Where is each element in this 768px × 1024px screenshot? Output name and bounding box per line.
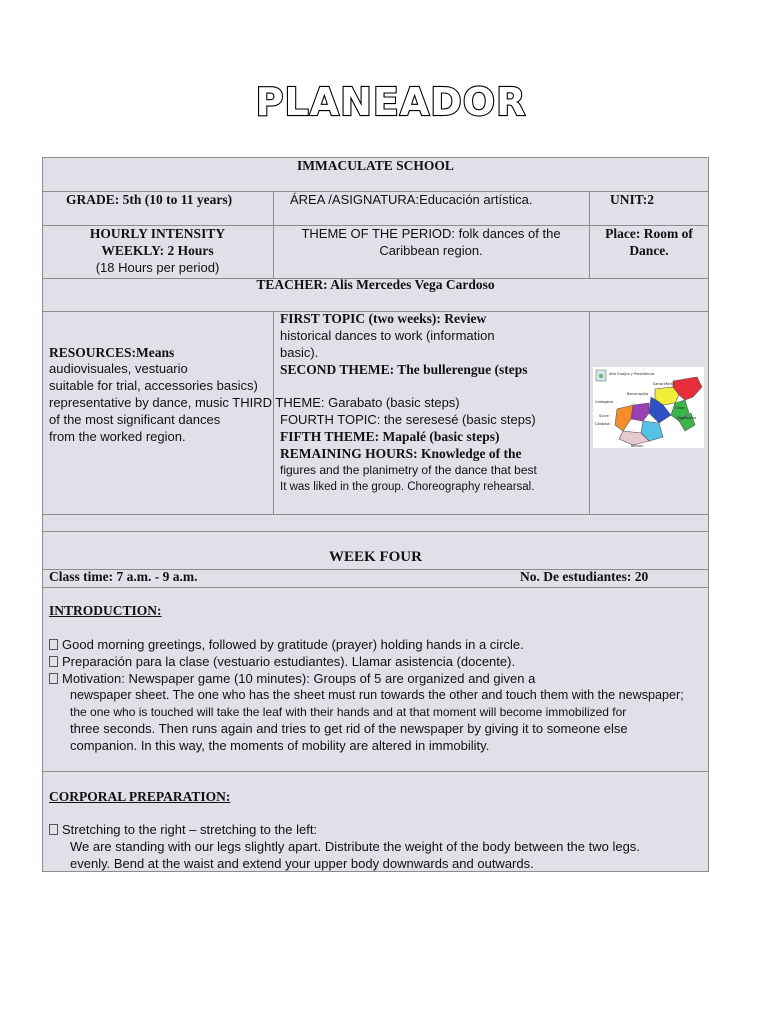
column-divider xyxy=(273,311,274,514)
map-label: Sucre xyxy=(599,414,609,418)
fourth-topic: FOURTH TOPIC: the seresesé (basic steps) xyxy=(280,412,536,427)
corporal-heading: CORPORAL PREPARATION: xyxy=(49,789,231,804)
place-label-cont: Dance. xyxy=(629,243,669,258)
map-label: Bolívar xyxy=(631,444,644,448)
week-title: WEEK FOUR xyxy=(329,549,422,565)
checkbox-bullet-icon xyxy=(49,824,58,835)
intro-item-text: Good morning greetings, followed by gratitude (prayer) holding hands in a circle. xyxy=(62,637,524,652)
intro-item-cont: the one who is touched will take the leaf with their hands and at that moment will become immobilized for xyxy=(70,705,627,719)
corporal-item-cont: We are standing with our legs slightly apart. Distribute the weight of the body between the two legs. xyxy=(70,839,640,854)
row-divider xyxy=(43,587,708,588)
remaining-hours-text: It was liked in the group. Choreography rehearsal. xyxy=(280,481,535,493)
intro-item xyxy=(49,654,515,671)
remaining-hours-text: figures and the planimetry of the dance that best xyxy=(280,463,537,477)
map-label: Cartagena xyxy=(595,400,614,404)
row-divider xyxy=(43,531,708,532)
map-label: Barranquilla xyxy=(627,392,649,396)
intro-item-text: Preparación para la clase (vestuario estudiantes). Llamar asistencia (docente). xyxy=(62,654,516,669)
corporal-item xyxy=(49,822,317,839)
hourly-intensity: HOURLY INTENSITY xyxy=(89,226,226,241)
corporal-item-text: Stretching to the right – stretching to the left: xyxy=(62,822,318,837)
map-label: Alta Guajira y Providencia xyxy=(609,372,655,376)
area-label: ÁREA /ASIGNATURA:Educación artística. xyxy=(290,192,533,207)
theme-of-period: THEME OF THE PERIOD: folk dances of the xyxy=(301,226,561,241)
resources-text: audiovisuales, vestuario xyxy=(49,361,188,376)
checkbox-bullet-icon xyxy=(49,639,58,650)
intro-item xyxy=(49,671,535,688)
resources-label: RESOURCES:Means xyxy=(49,345,175,360)
student-count: No. De estudiantes: 20 xyxy=(520,569,649,584)
intro-item-cont: three seconds. Then runs again and tries to get rid of the newspaper by giving it to someone else xyxy=(70,721,628,736)
introduction-heading: INTRODUCTION: xyxy=(49,603,162,618)
map-label: Cesar xyxy=(675,406,686,410)
caribbean-region-map xyxy=(593,367,704,448)
map-label: Magdalena xyxy=(677,416,697,420)
first-topic: FIRST TOPIC (two weeks): Review xyxy=(280,311,487,326)
school-name: IMMACULATE SCHOOL xyxy=(297,158,454,173)
intro-item-cont: newspaper sheet. The one who has the sheet must run towards the other and touch them with the newspaper; xyxy=(70,688,684,702)
caribbean-map-icon xyxy=(593,367,704,448)
class-time: Class time: 7 a.m. - 9 a.m. xyxy=(49,569,198,584)
checkbox-bullet-icon xyxy=(49,656,58,667)
hourly-period: (18 Hours per period) xyxy=(95,260,220,275)
resources-text: representative by dance, music THIRD THEME: Garabato (basic steps) xyxy=(49,395,460,410)
hourly-weekly: WEEKLY: 2 Hours xyxy=(101,243,214,258)
first-topic-text: historical dances to work (information xyxy=(280,328,495,343)
column-divider xyxy=(589,311,590,514)
resources-text: suitable for trial, accessories basics) xyxy=(49,378,258,393)
resources-text: of the most significant dances xyxy=(49,412,221,427)
grade-label: GRADE: 5th (10 to 11 years) xyxy=(66,192,233,207)
fifth-theme: FIFTH THEME: Mapalé (basic steps) xyxy=(280,429,500,444)
place-label: Place: Room of xyxy=(605,226,693,241)
map-label: Santa Marta xyxy=(653,382,675,386)
intro-item xyxy=(49,637,524,654)
second-theme: SECOND THEME: The bullerengue (steps xyxy=(280,362,528,377)
unit-label: UNIT:2 xyxy=(610,192,655,207)
checkbox-bullet-icon xyxy=(49,673,58,684)
resources-text: from the worked region. xyxy=(49,429,186,444)
row-divider xyxy=(43,771,708,772)
remaining-hours: REMAINING HOURS: Knowledge of the xyxy=(280,446,522,461)
theme-of-period-cont: Caribbean region. xyxy=(379,243,483,258)
corporal-item-cont: evenly. Bend at the waist and extend your upper body downwards and outwards. xyxy=(70,856,534,871)
intro-item-text: Motivation: Newspaper game (10 minutes): Groups of 5 are organized and given a xyxy=(62,671,536,686)
teacher-name: TEACHER: Alis Mercedes Vega Cardoso xyxy=(256,277,495,292)
page-title: PLANEADOR xyxy=(255,80,527,124)
row-divider xyxy=(43,514,708,515)
first-topic-text: basic). xyxy=(280,345,319,360)
map-label: Córdoba xyxy=(595,422,610,426)
intro-item-cont: companion. In this way, the moments of mobility are altered in immobility. xyxy=(70,738,490,753)
